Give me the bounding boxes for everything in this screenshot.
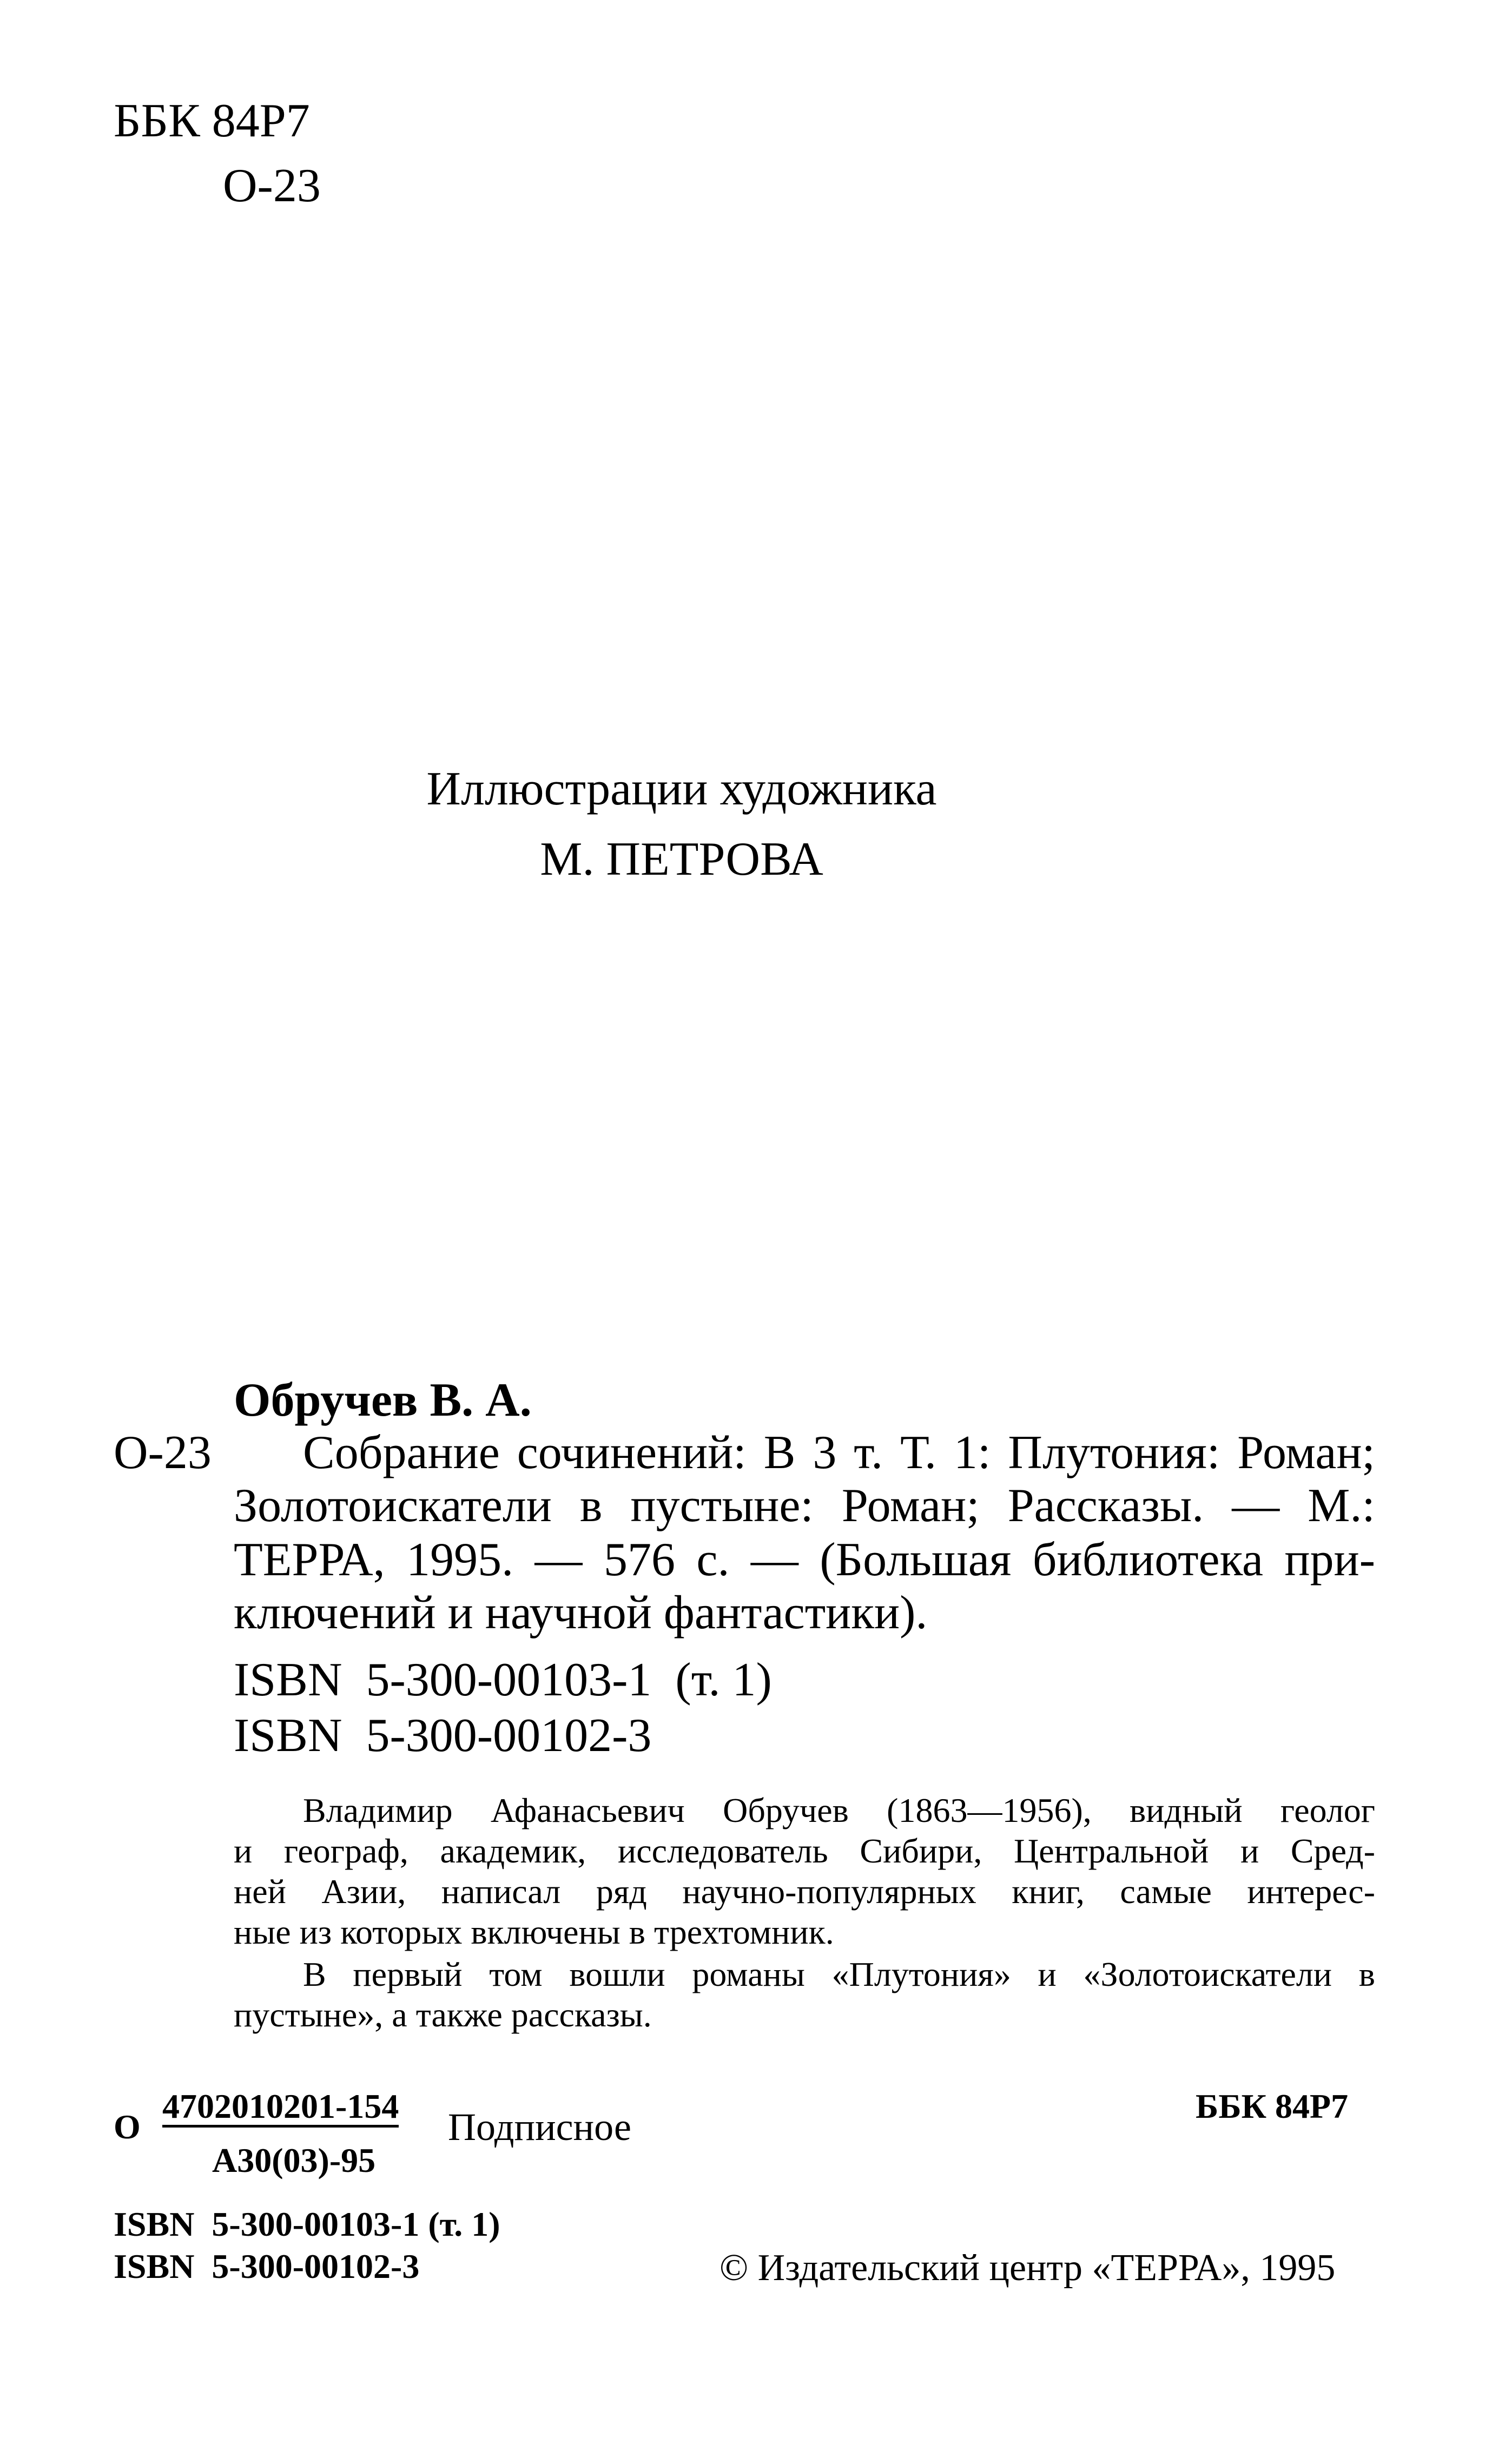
annotation-line: ней Азии, написал ряд научно-популярных книг, самые интерес- <box>234 1872 1375 1911</box>
imprint-subscription: Подписное <box>448 2105 631 2149</box>
imprint-code-numerator: 4702010201-154 <box>162 2089 399 2128</box>
author-code: О-23 <box>223 160 321 212</box>
imprint-isbn-volume: ISBN 5-300-00103-1 (т. 1) <box>114 2205 500 2243</box>
card-line: Собрание сочинений: В 3 т. Т. 1: Плутония: Роман; <box>303 1426 1375 1479</box>
illustrations-caption: Иллюстрации художника <box>426 763 937 815</box>
annotation-line: пустыне», а также рассказы. <box>234 1996 652 2034</box>
card-line: ТЕРРА, 1995. — 576 с. — (Большая библиотека при- <box>234 1534 1375 1586</box>
illustrator-name: М. ПЕТРОВА <box>540 833 823 886</box>
card-author: Обручев В. А. <box>234 1374 532 1426</box>
imprint-code-denominator: А30(03)-95 <box>212 2141 376 2179</box>
imprint-isbn-set: ISBN 5-300-00102-3 <box>114 2247 420 2285</box>
bbk-classification: ББК 84Р7 <box>114 95 310 147</box>
card-line: Золотоискатели в пустыне: Роман; Рассказы. — М.: <box>234 1479 1375 1532</box>
card-isbn-volume: ISBN 5-300-00103-1 (т. 1) <box>234 1654 772 1706</box>
card-line: ключений и научной фантастики). <box>234 1587 928 1639</box>
imprint-bbk: ББК 84Р7 <box>1196 2087 1349 2125</box>
copyright-notice: © Издательский центр «ТЕРРА», 1995 <box>719 2247 1336 2289</box>
annotation-line: Владимир Афанасьевич Обручев (1863—1956), видный геолог <box>303 1791 1375 1829</box>
card-code: О-23 <box>114 1426 212 1479</box>
annotation-line: В первый том вошли романы «Плутония» и «Золотоискатели в <box>303 1955 1375 1993</box>
imprint-o-letter: О <box>114 2108 141 2146</box>
annotation-line: и географ, академик, исследователь Сибири, Центральной и Сред- <box>234 1832 1375 1870</box>
annotation-line: ные из которых включены в трехтомник. <box>234 1913 834 1951</box>
card-isbn-set: ISBN 5-300-00102-3 <box>234 1709 652 1762</box>
